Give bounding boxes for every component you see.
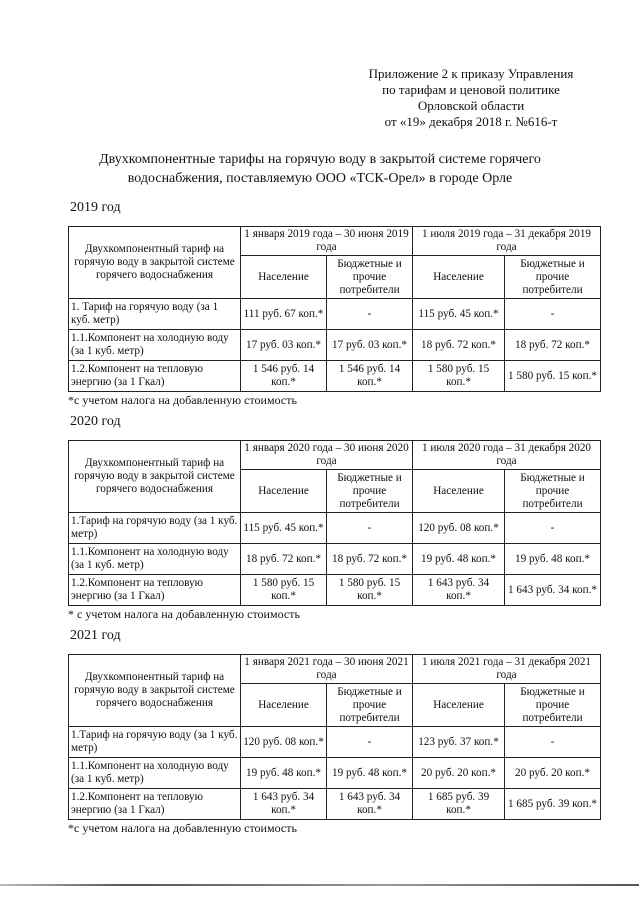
table-cell: 18 руб. 72 коп.* [505, 330, 601, 361]
vat-footnote: *с учетом налога на добавленную стоимость [68, 821, 297, 835]
other-consumers-header: Бюджетные и прочие потребители [505, 684, 601, 727]
period-2-header: 1 июля 2020 года – 31 декабря 2020 года [413, 441, 601, 470]
table-row [69, 513, 601, 544]
header-line-2: по тарифам и ценовой политике [382, 82, 560, 97]
table-row [69, 575, 601, 606]
population-header: Население [413, 684, 505, 727]
period-1-header: 1 января 2020 года – 30 июня 2020 года [241, 441, 413, 470]
table-cell: 1 580 руб. 15 коп.* [327, 575, 413, 606]
table-cell: 120 руб. 08 коп.* [413, 513, 505, 544]
table-cell: 115 руб. 45 коп.* [413, 299, 505, 330]
table-corner-cell: Двухкомпонентный тариф на горячую воду в закрытой системе горячего водоснабжения [69, 227, 241, 299]
other-consumers-header: Бюджетные и прочие потребители [327, 256, 413, 299]
table-cell: 1 580 руб. 15 коп.* [505, 361, 601, 392]
table-cell: 17 руб. 03 коп.* [327, 330, 413, 361]
table-cell: - [327, 513, 413, 544]
table-cell: 1 643 руб. 34 коп.* [241, 789, 327, 820]
table-cell: 1 643 руб. 34 коп.* [413, 575, 505, 606]
population-header: Население [241, 684, 327, 727]
table-cell: 123 руб. 37 коп.* [413, 727, 505, 758]
table-row [69, 330, 601, 361]
year-label-2020: 2020 год [70, 414, 121, 429]
table-cell: 1 643 руб. 34 коп.* [505, 575, 601, 606]
table-cell: 19 руб. 48 коп.* [413, 544, 505, 575]
row-label: 1.1.Компонент на холодную воду (за 1 куб. метр) [69, 758, 241, 789]
period-2-header: 1 июля 2019 года – 31 декабря 2019 года [413, 227, 601, 256]
table-cell: 19 руб. 48 коп.* [327, 758, 413, 789]
table-row [69, 544, 601, 575]
table-row [69, 299, 601, 330]
population-header: Население [241, 256, 327, 299]
vat-footnote: *с учетом налога на добавленную стоимость [68, 393, 297, 407]
tariff-table-2021 [68, 654, 601, 820]
other-consumers-header: Бюджетные и прочие потребители [327, 684, 413, 727]
tariff-table-2020 [68, 440, 601, 606]
year-label-2021: 2021 год [70, 628, 121, 643]
row-label: 1.1.Компонент на холодную воду (за 1 куб. метр) [69, 330, 241, 361]
row-label: 1. Тариф на горячую воду (за 1 куб. метр) [69, 299, 241, 330]
table-cell: 20 руб. 20 коп.* [413, 758, 505, 789]
table-cell: 111 руб. 67 коп.* [241, 299, 327, 330]
table-row [69, 789, 601, 820]
table-cell: 1 580 руб. 15 коп.* [241, 575, 327, 606]
population-header: Население [413, 470, 505, 513]
row-label: 1.2.Компонент на тепловую энергию (за 1 Гкал) [69, 361, 241, 392]
table-cell: 115 руб. 45 коп.* [241, 513, 327, 544]
vat-footnote: * с учетом налога на добавленную стоимость [68, 607, 300, 621]
table-row [69, 727, 601, 758]
table-cell: 19 руб. 48 коп.* [505, 544, 601, 575]
tariff-section-2019 [68, 226, 600, 408]
table-cell: 1 685 руб. 39 коп.* [413, 789, 505, 820]
other-consumers-header: Бюджетные и прочие потребители [505, 470, 601, 513]
table-cell: 1 546 руб. 14 коп.* [241, 361, 327, 392]
tariff-section-2021 [68, 654, 600, 836]
table-cell: 18 руб. 72 коп.* [241, 544, 327, 575]
header-line-3: Орловской области [417, 98, 525, 113]
table-cell: - [327, 727, 413, 758]
table-row [69, 758, 601, 789]
title-line-2: водоснабжения, поставляемую ООО «ТСК-Орел» в городе Орле [127, 171, 513, 186]
other-consumers-header: Бюджетные и прочие потребители [505, 256, 601, 299]
table-corner-cell: Двухкомпонентный тариф на горячую воду в закрытой системе горячего водоснабжения [69, 655, 241, 727]
row-label: 1.Тариф на горячую воду (за 1 куб. метр) [69, 727, 241, 758]
table-cell: - [505, 513, 601, 544]
table-cell: 1 580 руб. 15 коп.* [413, 361, 505, 392]
row-label: 1.2.Компонент на тепловую энергию (за 1 Гкал) [69, 789, 241, 820]
table-header-row [69, 441, 601, 470]
population-header: Население [413, 256, 505, 299]
year-label-2019: 2019 год [70, 200, 121, 215]
other-consumers-header: Бюджетные и прочие потребители [327, 470, 413, 513]
table-cell: 1 685 руб. 39 коп.* [505, 789, 601, 820]
table-cell: - [327, 299, 413, 330]
row-label: 1.1.Компонент на холодную воду (за 1 куб. метр) [69, 544, 241, 575]
table-cell: - [505, 299, 601, 330]
table-cell: - [505, 727, 601, 758]
tariff-section-2020 [68, 440, 600, 622]
table-cell: 1 546 руб. 14 коп.* [327, 361, 413, 392]
row-label: 1.2.Компонент на тепловую энергию (за 1 Гкал) [69, 575, 241, 606]
table-header-row [69, 655, 601, 684]
title-line-1: Двухкомпонентные тарифы на горячую воду в закрытой системе горячего [99, 152, 541, 167]
table-cell: 17 руб. 03 коп.* [241, 330, 327, 361]
table-header-row [69, 227, 601, 256]
document-title [80, 150, 560, 188]
document-header [340, 66, 602, 130]
table-row [69, 361, 601, 392]
population-header: Население [241, 470, 327, 513]
tariff-table-2019 [68, 226, 601, 392]
table-cell: 18 руб. 72 коп.* [413, 330, 505, 361]
table-cell: 1 643 руб. 34 коп.* [327, 789, 413, 820]
table-cell: 120 руб. 08 коп.* [241, 727, 327, 758]
scan-edge-line [0, 884, 639, 886]
period-2-header: 1 июля 2021 года – 31 декабря 2021 года [413, 655, 601, 684]
table-corner-cell: Двухкомпонентный тариф на горячую воду в закрытой системе горячего водоснабжения [69, 441, 241, 513]
row-label: 1.Тариф на горячую воду (за 1 куб. метр) [69, 513, 241, 544]
table-cell: 20 руб. 20 коп.* [505, 758, 601, 789]
table-cell: 18 руб. 72 коп.* [327, 544, 413, 575]
header-line-4: от «19» декабря 2018 г. №616-т [384, 114, 558, 129]
period-1-header: 1 января 2021 года – 30 июня 2021 года [241, 655, 413, 684]
period-1-header: 1 января 2019 года – 30 июня 2019 года [241, 227, 413, 256]
header-line-1: Приложение 2 к приказу Управления [368, 66, 574, 81]
table-cell: 19 руб. 48 коп.* [241, 758, 327, 789]
